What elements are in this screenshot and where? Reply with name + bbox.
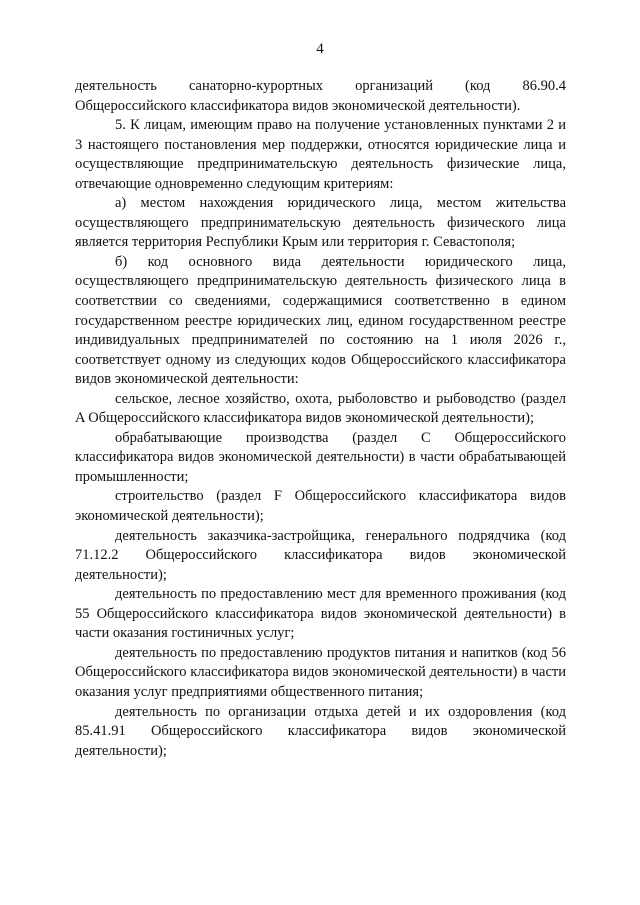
- document-body: [75, 77, 566, 761]
- list-item-developer: деятельность заказчика-застройщика, генерального подрядчика (код 71.12.2 Общероссийского классификатора видов экономической деятельности);: [75, 527, 566, 583]
- page-number: 4: [316, 41, 324, 57]
- paragraph-criterion-b: б) код основного вида деятельности юридического лица, осуществляющего предпринимательскую деятельность физического лица в соответствии со сведениями, содержащимися соответственно в едином государственном реестре юридических лиц, едином государственном реестре индивидуальных предпринимателей по состоянию на 1 июля 2026 г., соответствует одному из следующих кодов Общероссийского классификатора видов экономической деятельности:: [75, 253, 566, 388]
- paragraph-continuation: деятельность санаторно-курортных организаций (код 86.90.4 Общероссийского классификатора видов экономической деятельности).: [75, 78, 566, 114]
- list-item-construction: строительство (раздел F Общероссийского классификатора видов экономической деятельности);: [75, 488, 566, 525]
- list-item-agriculture: сельское, лесное хозяйство, охота, рыболовство и рыбоводство (раздел A Общероссийского классификатора видов экономической деятельности);: [75, 390, 566, 427]
- paragraph-criterion-a: а) местом нахождения юридического лица, местом жительства осуществляющего предпринимательскую деятельность физического лица является территория Республики Крым или территория г. Севастополя;: [75, 195, 566, 251]
- list-item-accommodation: деятельность по предоставлению мест для временного проживания (код 55 Общероссийского классификатора видов экономической деятельности) в части оказания гостиничных услуг;: [75, 586, 566, 642]
- list-item-food-service: деятельность по предоставлению продуктов питания и напитков (код 56 Общероссийского классификатора видов экономической деятельности) в части оказания услуг предприятиями общественного питания;: [75, 644, 566, 700]
- list-item-children-recreation: деятельность по организации отдыха детей и их оздоровления (код 85.41.91 Общероссийского классификатора видов экономической деятельности);: [75, 703, 566, 759]
- paragraph-clause-5: 5. К лицам, имеющим право на получение установленных пунктами 2 и 3 настоящего постановления мер поддержки, относятся юридические лица и осуществляющие предпринимательскую деятельность физические лица, отвечающие одновременно следующим критериям:: [75, 117, 566, 192]
- list-item-manufacturing: обрабатывающие производства (раздел C Общероссийского классификатора видов экономической деятельности) в части обрабатывающей промышленности;: [75, 429, 566, 485]
